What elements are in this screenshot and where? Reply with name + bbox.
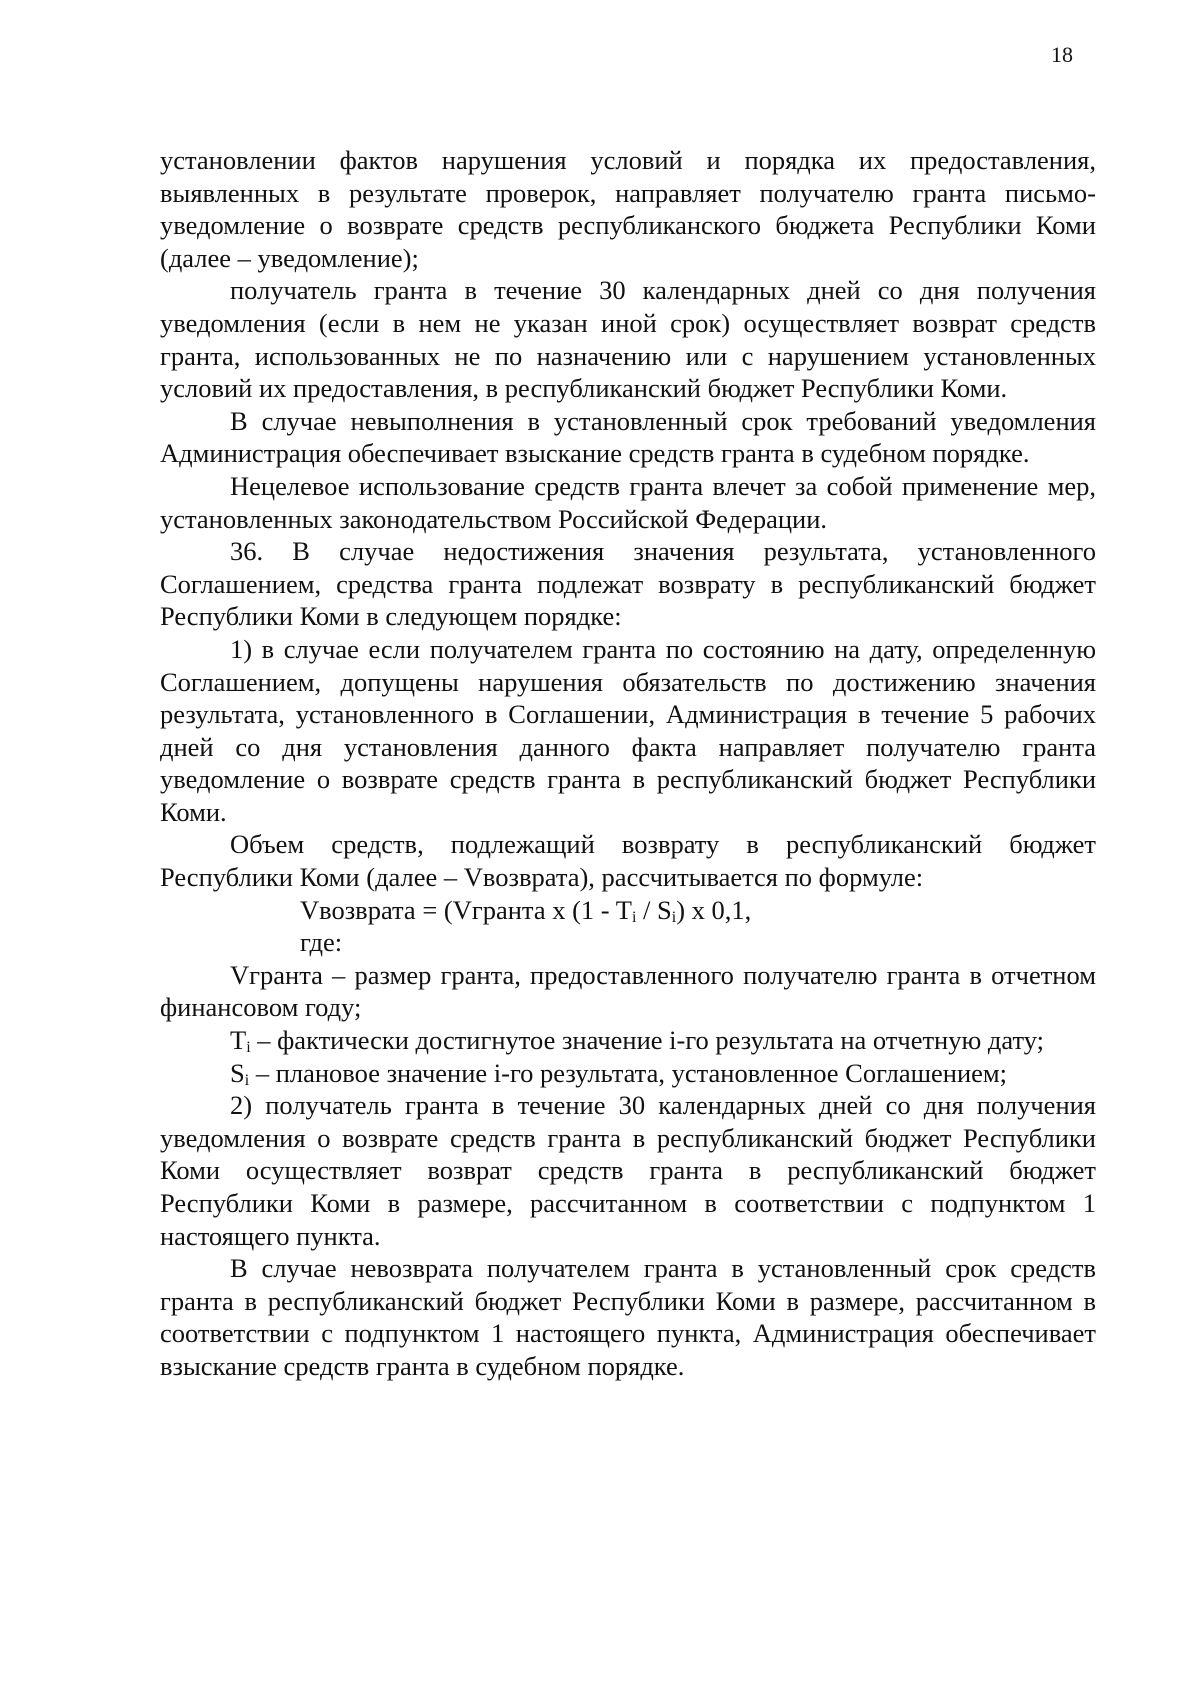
definition-v-grant: Vгранта – размер гранта, предоставленного получателю гранта в отчетном финансовом году; (160, 959, 1096, 1023)
paragraph-subclause-2: 2) получатель гранта в течение 30 календарных дней со дня получения уведомления о возврате средств гранта в республиканский бюджет Республики Коми осуществляет возврат средств гранта в республиканский бюджет Республики Коми в размере, рассчитанном в соответствии с подпунктом 1 настоящего пункта. (160, 1090, 1096, 1251)
symbol-t-sub: i (246, 1039, 251, 1057)
formula-sub-s: i (671, 908, 677, 926)
formula-lhs: Vвозврата = (Vгранта x (1 - T (300, 894, 632, 925)
page-number: 18 (1051, 42, 1073, 67)
paragraph-clause-36: 36. В случае недостижения значения результата, установленного Соглашением, средства гранта подлежат возврату в республиканский бюджет Республики Коми в следующем порядке: (160, 536, 1096, 632)
definition-s-text: – плановое значение i-го результата, установленное Соглашением; (249, 1057, 1008, 1088)
document-body (160, 144, 1096, 1383)
where-label: где: (300, 927, 343, 958)
formula-mid: / S (636, 894, 672, 925)
definition-t-text: – фактически достигнутое значение i-го результата на отчетную дату; (250, 1025, 1044, 1056)
paragraph-subclause-1: 1) в случае если получателем гранта по состоянию на дату, определенную Соглашением, допущены нарушения обязательств по достижению значения результата, установленного в Соглашении, Администрация в течение 5 рабочих дней со дня установления данного факта направляет получателю гранта уведомление о возврате средств гранта в республиканский бюджет Республики Коми. (160, 633, 1096, 827)
paragraph-continuation: установлении фактов нарушения условий и порядка их предоставления, выявленных в результате проверок, направляет получателю гранта письмо-уведомление о возврате средств республиканского бюджета Республики Коми (далее – уведомление); (160, 145, 1096, 273)
symbol-s-sub: i (244, 1071, 250, 1089)
formula-sub-t: i (631, 908, 637, 926)
symbol-s: S (230, 1057, 245, 1088)
formula-rhs: ) x 0,1, (676, 894, 752, 925)
refund-formula (160, 894, 1096, 927)
paragraph-refund-obligation: получатель гранта в течение 30 календарных дней со дня получения уведомления (если в нем не указан иной срок) осуществляет возврат средств гранта, использованных не по назначению или с нарушением установленных условий их предоставления, в республиканский бюджет Республики Коми. (160, 275, 1096, 404)
paragraph-non-return: В случае невозврата получателем гранта в установленный срок средств гранта в республиканский бюджет Республики Коми в размере, рассчитанном в соответствии с подпунктом 1 настоящего пункта, Администрация обеспечивает взыскание средств гранта в судебном порядке. (160, 1253, 1096, 1381)
paragraph-court-recovery: В случае невыполнения в установленный срок требований уведомления Администрация обеспечивает взыскание средств гранта в судебном порядке. (160, 405, 1096, 469)
definition-s (160, 1057, 1096, 1090)
symbol-t: T (230, 1025, 247, 1056)
paragraph-misuse: Нецелевое использование средств гранта влечет за собой применение мер, установленных законодательством Российской Федерации. (160, 470, 1096, 534)
definition-t (160, 1024, 1096, 1057)
paragraph-refund-volume: Объем средств, подлежащий возврату в республиканский бюджет Республики Коми (далее – Vвозврата), рассчитывается по формуле: (160, 829, 1096, 893)
